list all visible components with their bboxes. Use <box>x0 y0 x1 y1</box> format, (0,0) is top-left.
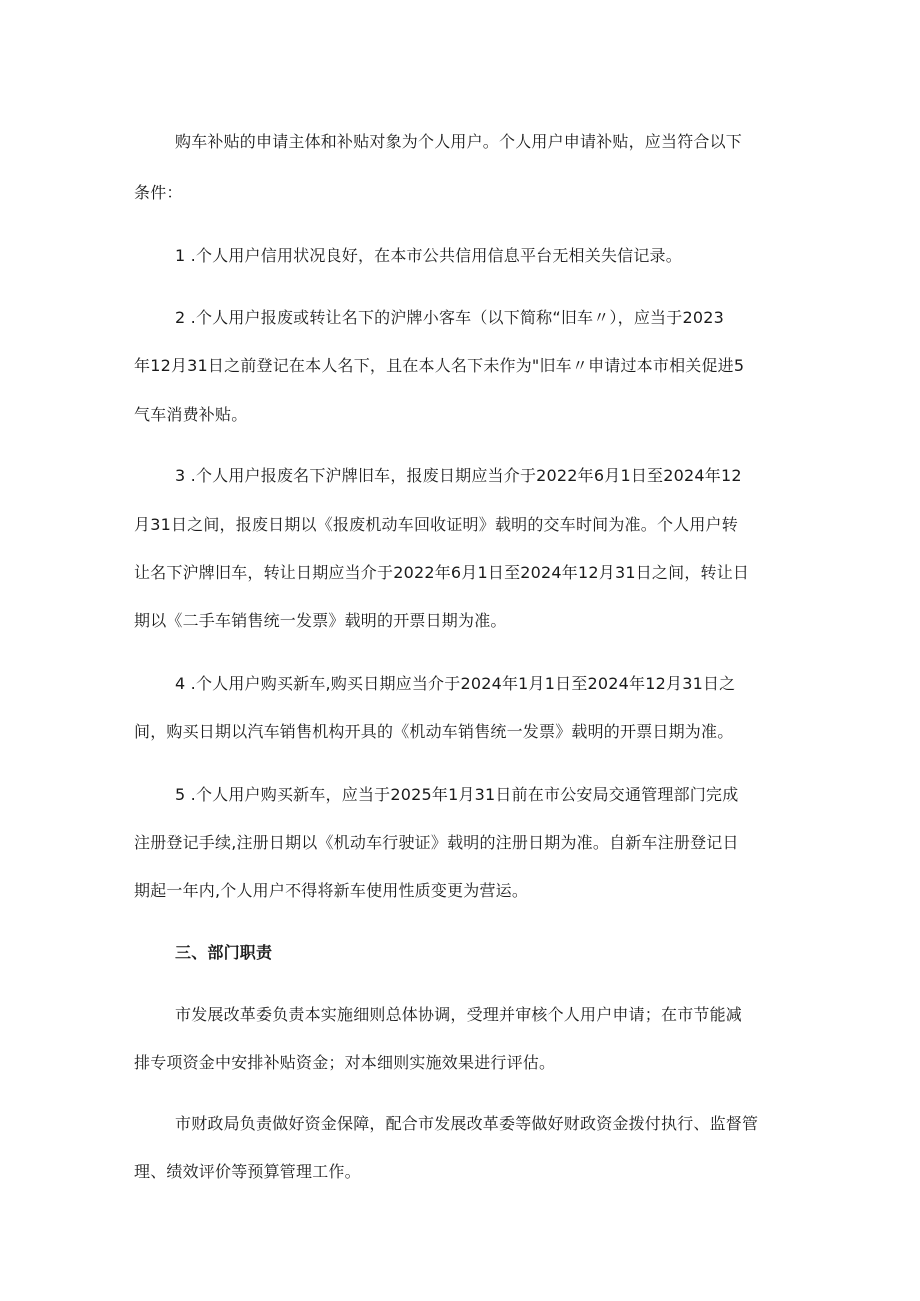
condition-5-line-2: 注册登记手续,注册日期以《机动车行驶证》载明的注册日期为准。自新车注册登记日 <box>134 833 739 852</box>
condition-3-line-1: 3 .个人用户报废名下沪牌旧车，报废日期应当介于2022年6月1日至2024年12 <box>175 466 742 485</box>
condition-3-line-3: 让名下沪牌旧车，转让日期应当介于2022年6月1日至2024年12月31日之间，转让日 <box>134 563 750 582</box>
intro-line-1: 购车补贴的申请主体和补贴对象为个人用户。个人用户申请补贴，应当符合以下 <box>175 132 743 151</box>
condition-4-line-2: 间，购买日期以汽车销售机构开具的《机动车销售统一发票》载明的开票日期为准。 <box>134 722 734 741</box>
intro-line-2: 条件： <box>134 183 183 202</box>
condition-5-line-1: 5 .个人用户购买新车，应当于2025年1月31日前在市公安局交通管理部门完成 <box>175 785 739 804</box>
condition-3-line-2: 月31日之间，报废日期以《报废机动车回收证明》载明的交车时间为准。个人用户转 <box>134 515 738 534</box>
condition-4-line-1: 4 .个人用户购买新车,购买日期应当介于2024年1月1日至2024年12月31日之 <box>175 674 736 693</box>
section-heading: 三、部门职责 <box>175 943 273 962</box>
duty-2-line-2: 理、绩效评价等预算管理工作。 <box>134 1162 361 1181</box>
condition-1-line-1: 1 .个人用户信用状况良好，在本市公共信用信息平台无相关失信记录。 <box>175 246 682 265</box>
condition-5-line-3: 期起一年内,个人用户不得将新车使用性质变更为营运。 <box>134 881 529 900</box>
duty-1-line-2: 排专项资金中安排补贴资金；对本细则实施效果进行评估。 <box>134 1053 556 1072</box>
condition-2-line-2: 年12月31日之前登记在本人名下，且在本人名下未作为"旧车〃申请过本市相关促进5 <box>134 356 745 375</box>
duty-2-line-1: 市财政局负责做好资金保障，配合市发展改革委等做好财政资金拨付执行、监督管 <box>175 1114 759 1133</box>
condition-3-line-4: 期以《二手车销售统一发票》载明的开票日期为准。 <box>134 611 507 630</box>
condition-2-line-3: 气车消费补贴。 <box>134 405 248 424</box>
condition-2-line-1: 2 .个人用户报废或转让名下的沪牌小客车（以下简称“旧车〃），应当于2023 <box>175 308 724 327</box>
duty-1-line-1: 市发展改革委负责本实施细则总体协调，受理并审核个人用户申请；在市节能减 <box>175 1005 743 1024</box>
